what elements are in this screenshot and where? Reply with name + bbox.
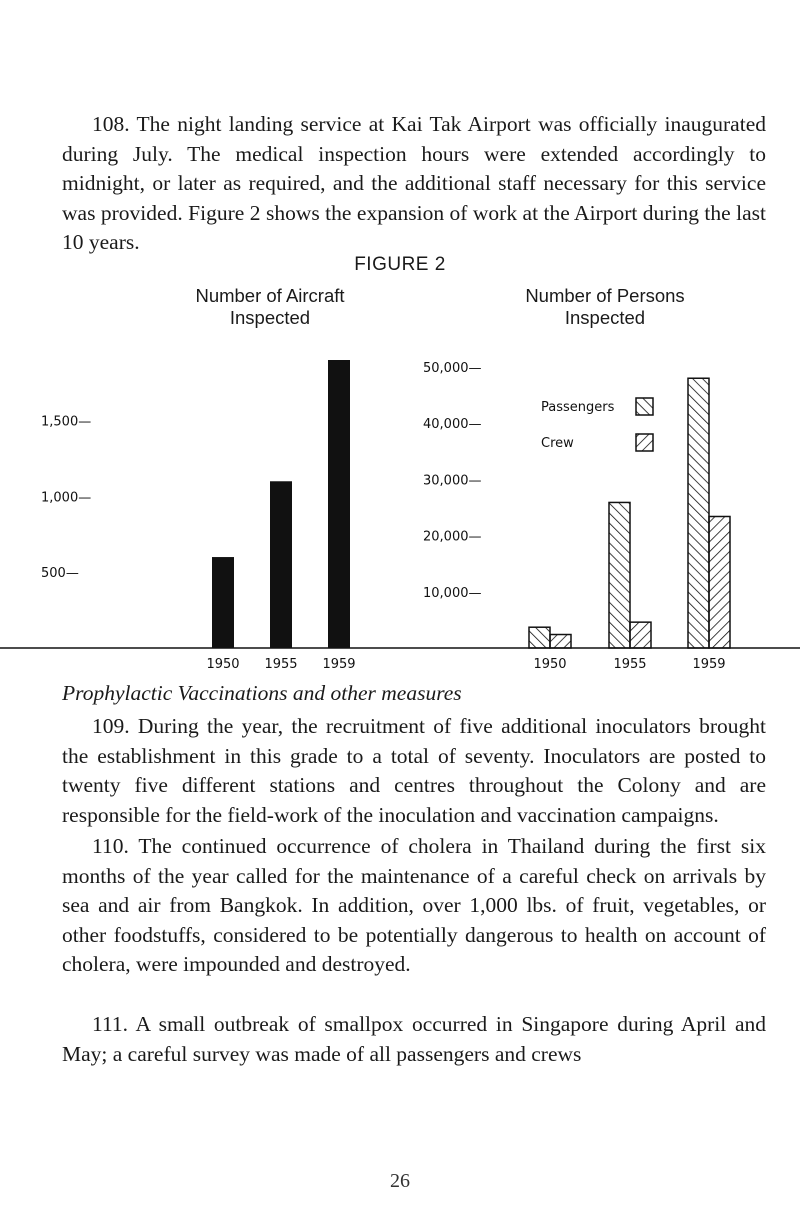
right-bar-crew-1950 (550, 635, 571, 648)
right-bar-passengers-1959 (688, 378, 709, 648)
left-chart-title-line1: Number of Aircraft (195, 285, 345, 306)
right-bar-passengers-1955 (609, 502, 630, 648)
right-bar-crew-1959 (709, 516, 730, 648)
right-bar-passengers-1950 (529, 627, 550, 648)
page-number: 26 (390, 1170, 410, 1192)
right-y-tick-label: 40,000— (423, 417, 482, 433)
right-y-tick-label: 50,000— (423, 361, 482, 376)
left-y-axis-ticks (41, 415, 91, 582)
right-y-axis-ticks (423, 361, 482, 601)
right-x-label: 1950 (533, 657, 567, 672)
chart-legend (541, 398, 653, 451)
legend-passengers-swatch (636, 398, 653, 415)
right-chart-title (485, 285, 725, 329)
paragraph-108: 108. The night landing service at Kai Tak Airport was officially inaugurated during July. The medical inspection hours were extended accordingly to midnight, or later as required, and the additional staff necessary for this service was provided. Figure 2 shows the expansion of work at the Airport during the last 10 years. (62, 112, 766, 254)
right-chart-title-line1: Number of Persons (525, 285, 685, 306)
left-bar-1955 (270, 481, 292, 648)
right-chart-title-line2: Inspected (564, 307, 646, 328)
left-bars (212, 360, 350, 648)
right-x-label: 1955 (613, 657, 647, 672)
section-heading: Prophylactic Vaccinations and other measures (62, 681, 462, 705)
left-x-labels (206, 657, 355, 672)
left-bar-1959 (328, 360, 350, 648)
right-x-label: 1959 (692, 657, 726, 672)
left-y-tick-label: 1,500— (41, 414, 92, 430)
right-bar-crew-1955 (630, 622, 651, 648)
left-y-tick-label: 500— (41, 566, 79, 582)
right-bars (529, 378, 730, 648)
left-y-tick-label: 1,000— (41, 490, 92, 506)
legend-passengers-label: Passengers (541, 400, 615, 415)
right-y-tick-label: 20,000— (423, 529, 482, 545)
left-chart-title-line2: Inspected (229, 307, 311, 328)
left-chart-title (150, 285, 390, 329)
left-x-label: 1955 (264, 657, 298, 672)
paragraph-111: 111. A small outbreak of smallpox occurred in Singapore during April and May; a careful survey was made of all passengers and crews (62, 1012, 766, 1066)
paragraph-109: 109. During the year, the recruitment of five additional inoculators brought the establishment in this grade to a total of seventy. Inoculators are posted to twenty five different stations and centres throughout the Colony and are responsible for the field-work of the inoculation and vaccination campaigns. (62, 714, 766, 827)
legend-crew-label: Crew (541, 436, 574, 451)
right-x-labels (533, 657, 725, 672)
left-x-label: 1959 (322, 657, 356, 672)
left-bar-1950 (212, 557, 234, 648)
paragraph-110: 110. The continued occurrence of cholera in Thailand during the first six months of the year called for the maintenance of a careful check on arrivals by sea and air from Bangkok. In addition, over 1,000 lbs. of fruit, vegetables, or other foodstuffs, considered to be potentially dangerous to health on account of cholera, were impounded and destroyed. (62, 834, 766, 976)
right-y-tick-label: 30,000— (423, 473, 482, 489)
left-x-label: 1950 (206, 657, 240, 672)
figure-title: FIGURE 2 (354, 254, 446, 275)
legend-crew-swatch (636, 434, 653, 451)
right-y-tick-label: 10,000— (423, 585, 482, 601)
figure-2-chart (0, 340, 800, 720)
